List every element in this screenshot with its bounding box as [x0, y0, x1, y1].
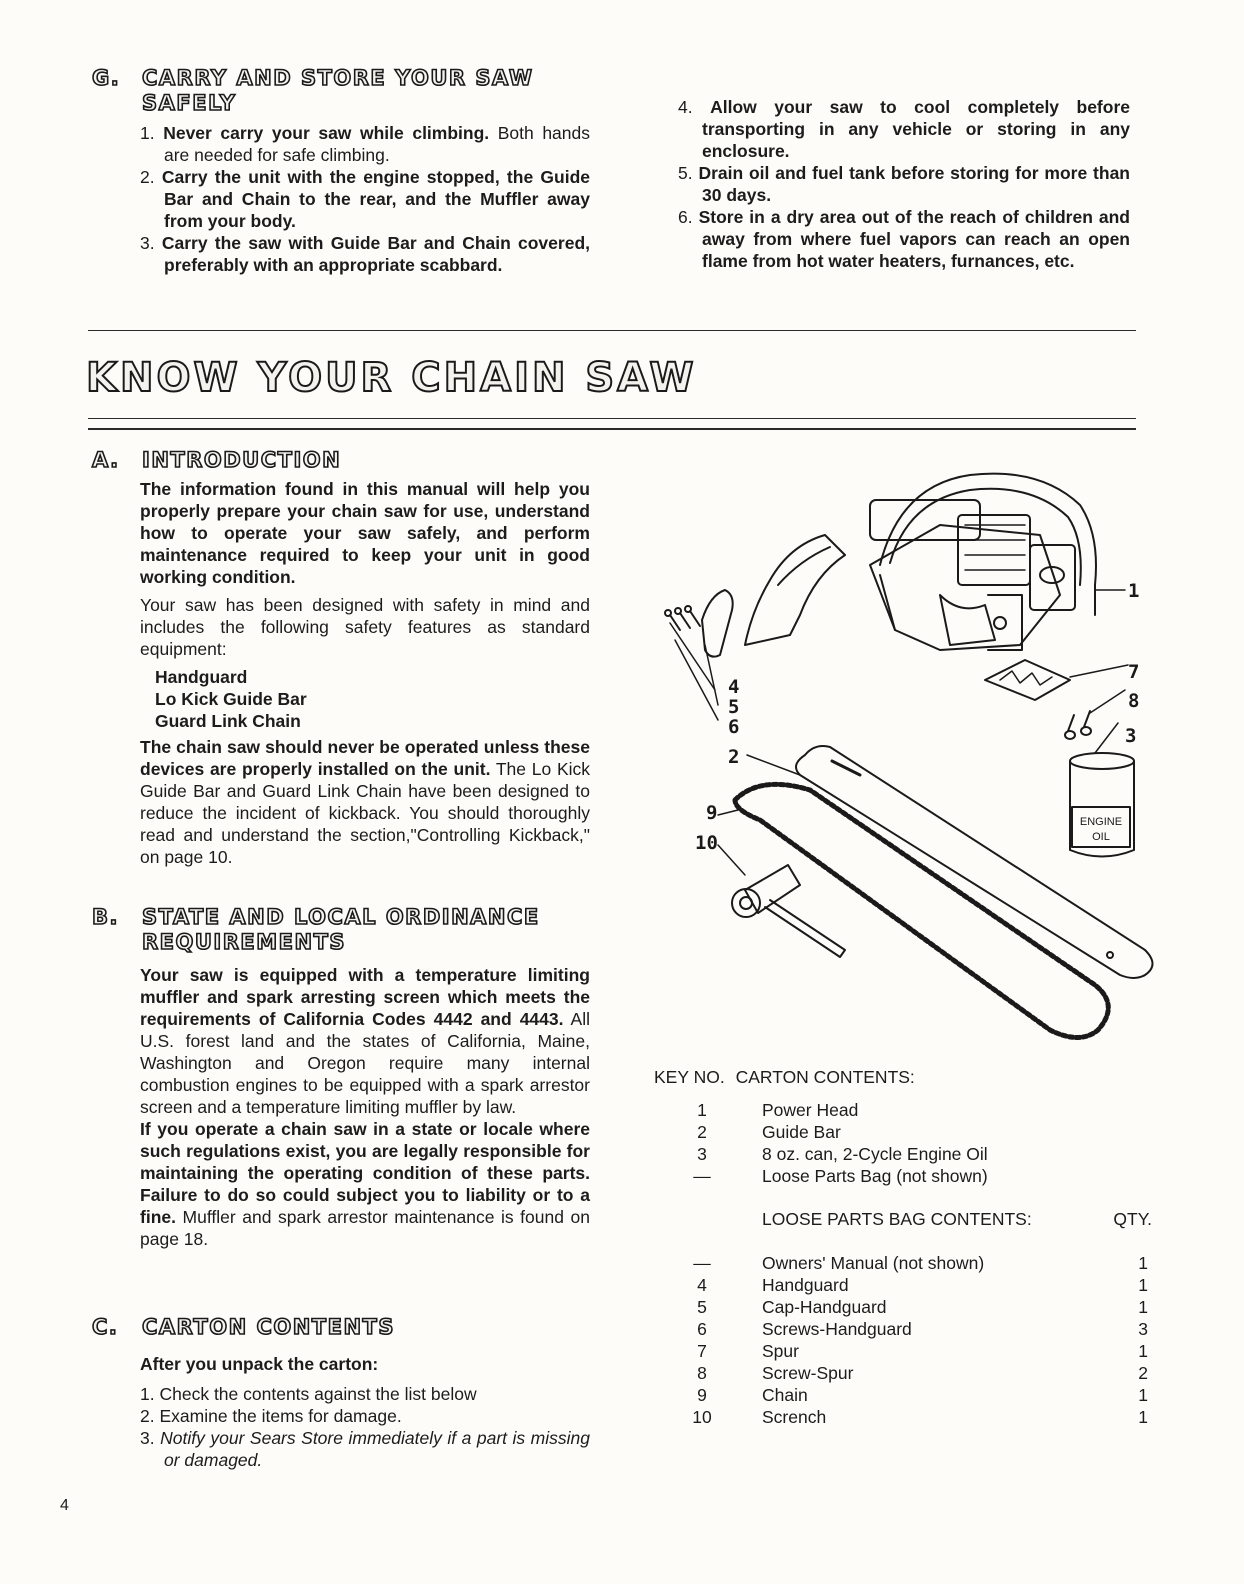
spur-drawing [985, 660, 1070, 700]
section-c-letter: C. [92, 1315, 119, 1339]
header-qty: QTY. [1113, 1209, 1152, 1229]
table-row: 2 Guide Bar [697, 1122, 841, 1142]
table-row: 10 Scrench 1 [692, 1407, 1148, 1427]
feature-guard-link-chain: Guard Link Chain [155, 711, 301, 731]
ordinance-paragraph: Your saw is equipped with a temperature limiting muffler and spark arresting screen which meets the requirements of California Codes 4442 and 4443. All U.S. forest land and the states of California, Maine, Washington and Oregon require many internal combustion engines to be equipped with a spark arrestor screen and a temperature limiting muffler by law. [140, 965, 590, 1117]
table-row: 1 Power Head [697, 1100, 859, 1120]
table-row: 8 Screw-Spur 2 [697, 1363, 1148, 1383]
list-item: 1. Never carry your saw while climbing. Both hands are needed for safe climbing. [140, 123, 591, 165]
section-c-heading [92, 1315, 395, 1340]
divider [88, 330, 1136, 331]
feature-handguard: Handguard [155, 667, 248, 687]
table-row: 4 Handguard 1 [697, 1275, 1148, 1295]
callout-9: 9 [706, 802, 718, 824]
section-g-heading [92, 66, 612, 116]
list-item: 3. Notify your Sears Store immediately if a part is missing or damaged. [140, 1428, 590, 1470]
carton-table [672, 1099, 1152, 1187]
callout-8: 8 [1128, 690, 1140, 712]
kickback-paragraph: The chain saw should never be operated unless these devices are properly installed on the unit. The Lo Kick Guide Bar and Guard Link Chain have been designed to reduce the incident of kickback. You should thoroughly read and understand the section,"Controlling Kickback," on page 10. [140, 737, 591, 867]
callout-7: 7 [1128, 661, 1140, 683]
page-number: 4 [60, 1497, 69, 1514]
power-head-drawing [870, 474, 1096, 650]
can-label-oil: OIL [1092, 831, 1110, 843]
table-row: — Owners' Manual (not shown) 1 [693, 1253, 1148, 1273]
chainsaw-parts-illustration [640, 445, 1160, 1065]
section-g-right-list [678, 96, 1130, 272]
header-carton-contents: CARTON CONTENTS: [735, 1067, 915, 1087]
section-g-title-line1: CARRY AND STORE YOUR SAW [142, 66, 534, 90]
scrench-drawing [732, 865, 845, 957]
section-g-left-list [140, 122, 590, 276]
section-b-body [140, 964, 590, 1256]
divider [88, 428, 1136, 430]
table-row: 5 Cap-Handguard 1 [697, 1297, 1148, 1317]
section-a-heading [92, 448, 341, 473]
list-item: 4. Allow your saw to cool completely before transporting in any vehicle or storing in any enclosure. [678, 97, 1130, 161]
callout-10: 10 [695, 832, 718, 854]
section-c-title: CARTON CONTENTS [142, 1315, 395, 1339]
section-a-body [140, 478, 590, 874]
section-b-title-line1: STATE AND LOCAL ORDINANCE [142, 905, 540, 929]
callout-2: 2 [728, 746, 740, 768]
unpack-steps [140, 1383, 590, 1471]
header-loose-parts: LOOSE PARTS BAG CONTENTS: [762, 1209, 1032, 1229]
list-item: 1. Check the contents against the list below [140, 1384, 477, 1404]
section-b-heading [92, 905, 612, 955]
table-row: 6 Screws-Handguard 3 [697, 1319, 1148, 1339]
callout-1: 1 [1128, 580, 1140, 602]
section-b-letter: B. [92, 905, 119, 929]
callout-3: 3 [1125, 725, 1137, 747]
callout-4: 4 [728, 676, 740, 698]
handguard-drawing [745, 535, 845, 645]
table-row: 9 Chain 1 [697, 1385, 1148, 1405]
cap-handguard-drawing [702, 590, 733, 657]
section-b-title-line2: REQUIREMENTS [142, 930, 347, 954]
callout-6: 6 [728, 716, 740, 738]
table-row: — Loose Parts Bag (not shown) [693, 1166, 988, 1186]
guide-bar-drawing [796, 746, 1153, 978]
section-a-letter: A. [92, 448, 120, 472]
table-row: 3 8 oz. can, 2-Cycle Engine Oil [697, 1144, 988, 1164]
unpack-subhead: After you unpack the carton: [140, 1354, 379, 1374]
carton-table-header [654, 1066, 915, 1088]
spur-screws-drawing [1065, 711, 1091, 739]
section-c-body [140, 1353, 590, 1471]
list-item: 6. Store in a dry area out of the reach of children and away from where fuel vapors can reach an open flame from hot water heaters, furnances, etc. [678, 207, 1130, 271]
loose-parts-table [672, 1252, 1148, 1428]
page-title: KNOW YOUR CHAIN SAW [86, 355, 697, 401]
chain-drawing [735, 784, 1108, 1037]
safety-paragraph: Your saw has been designed with safety in mind and includes the following safety features as standard equipment: [140, 595, 590, 659]
callout-5: 5 [728, 696, 740, 718]
header-key-no: KEY NO. [654, 1067, 725, 1087]
section-g-letter: G. [92, 66, 121, 90]
section-g-title-line2: SAFELY [142, 91, 237, 115]
list-item: 2. Examine the items for damage. [140, 1406, 402, 1426]
list-item: 2. Carry the unit with the engine stopped, the Guide Bar and Chain to the rear, and the Muffler away from your body. [140, 167, 590, 231]
section-a-title: INTRODUCTION [142, 448, 342, 472]
can-label-engine: ENGINE [1079, 816, 1123, 828]
liability-paragraph: If you operate a chain saw in a state or locale where such regulations exist, you are legally responsible for maintaining the operating condition of these parts. Failure to do so could subject you to liability or to a fine. Muffler and spark arrestor maintenance is found on page 18. [140, 1119, 590, 1249]
handguard-screws-drawing [665, 606, 700, 630]
list-item: 5. Drain oil and fuel tank before storing for more than 30 days. [678, 163, 1130, 205]
table-row: 7 Spur 1 [697, 1341, 1148, 1361]
divider [88, 418, 1136, 419]
list-item: 3. Carry the saw with Guide Bar and Chain covered, preferably with an appropriate scabbard. [140, 233, 590, 275]
loose-parts-table-header [672, 1208, 1152, 1230]
feature-lo-kick-guide-bar: Lo Kick Guide Bar [155, 689, 307, 709]
intro-paragraph: The information found in this manual will help you properly prepare your chain saw for use, understand how to operate your saw safely, and perform maintenance required to keep your unit in good working condition. [140, 479, 590, 587]
